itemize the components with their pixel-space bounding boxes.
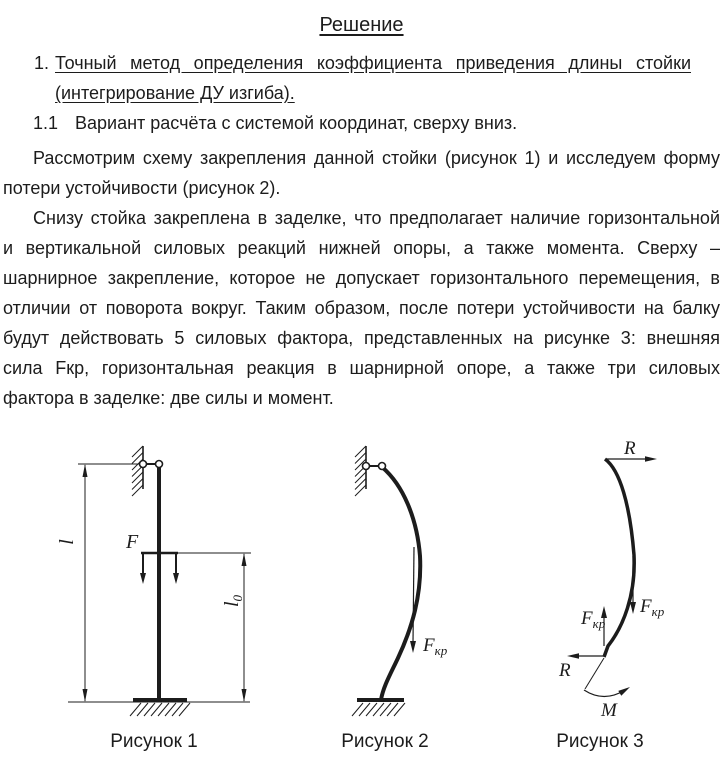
title-row bbox=[3, 10, 720, 40]
figure1-diagram bbox=[56, 446, 251, 716]
paragraph-2-line: отличии от поворота вокруг. Таким образом, после потери устойчивости на балку bbox=[3, 298, 720, 318]
paragraph-2-line: Снизу стойка закреплена в заделке, что предполагает наличие горизонтальной bbox=[33, 208, 720, 228]
fig3-buckled-column bbox=[604, 459, 634, 657]
fig3-moment-label: M bbox=[601, 700, 617, 721]
section-1-number: 1. bbox=[34, 53, 50, 73]
fig3-r-bottom-arrow bbox=[567, 653, 603, 659]
figure3-diagram bbox=[558, 438, 665, 721]
fig1-wall-hatching bbox=[132, 446, 143, 496]
paragraph-1-line: Рассмотрим схему закрепления данной стойки (рисунок 1) и исследуем форму bbox=[33, 148, 720, 168]
fig2-base-hatching bbox=[352, 703, 405, 716]
figure2-caption: Рисунок 2 bbox=[341, 731, 429, 752]
section-1-1-number: 1.1 bbox=[33, 113, 59, 133]
fig3-r-bottom-label: R bbox=[559, 660, 571, 681]
fig2-wall-hatching bbox=[355, 446, 366, 496]
fig3-fcr-up-label: $F_{кр}$ bbox=[581, 608, 606, 631]
section-1-heading-cont: (интегрирование ДУ изгиба). bbox=[55, 83, 295, 103]
section-1-1-text: Вариант расчёта с системой координат, сверху вниз. bbox=[75, 113, 518, 133]
paragraph-2-line: будут действовать 5 силовых фактора, представленных на рисунке 3: внешняя bbox=[3, 328, 720, 348]
fig1-length-l0-label: $l_0$ bbox=[221, 594, 245, 608]
fig2-pin-icon bbox=[379, 463, 386, 470]
fig1-force-label: F bbox=[126, 531, 139, 553]
page-title: Решение bbox=[319, 14, 404, 36]
section-1-line-2 bbox=[3, 78, 720, 108]
fig3-fcr-down-label: $F_{кр}$ bbox=[640, 596, 665, 619]
figure3-caption: Рисунок 3 bbox=[556, 731, 644, 752]
paragraph-2-line: и вертикальной силовых реакций нижней опоры, а также момента. Сверху – bbox=[3, 238, 720, 258]
text-block bbox=[3, 10, 720, 413]
fig1-length-l-label: l bbox=[56, 539, 78, 545]
fig1-dimension-l bbox=[83, 464, 88, 702]
section-1-heading: Точный метод определения коэффициента приведения длины стойки bbox=[55, 53, 691, 73]
fig2-buckled-column bbox=[381, 467, 420, 700]
fig2-pin-icon bbox=[363, 463, 370, 470]
fig2-fcr-label: $F_{кр}$ bbox=[423, 635, 448, 658]
paragraph-1-line: потери устойчивости (рисунок 2). bbox=[3, 178, 281, 198]
figures-drawing bbox=[0, 430, 727, 781]
section-1-line-1 bbox=[3, 48, 720, 78]
fig3-moment-arrow bbox=[584, 658, 630, 697]
fig1-base-hatching bbox=[130, 703, 190, 716]
section-1-1-line bbox=[3, 108, 720, 138]
figure2-diagram bbox=[352, 446, 448, 716]
figures-area bbox=[0, 430, 727, 781]
paragraph-2-line: фактора в заделке: две силы и момент. bbox=[3, 388, 334, 408]
paragraph-2-line: сила Fкр, горизонтальная реакция в шарнирной опоре, а также три силовых bbox=[3, 358, 720, 378]
figure1-caption: Рисунок 1 bbox=[110, 731, 198, 752]
fig3-r-top-label: R bbox=[624, 438, 636, 459]
fig1-pin-icon bbox=[140, 461, 147, 468]
paragraph-2-line: шарнирное закрепление, которое не допускает горизонтального перемещения, в bbox=[3, 268, 720, 288]
fig1-dimension-l0 bbox=[242, 553, 247, 702]
fig1-pin-icon bbox=[156, 461, 163, 468]
